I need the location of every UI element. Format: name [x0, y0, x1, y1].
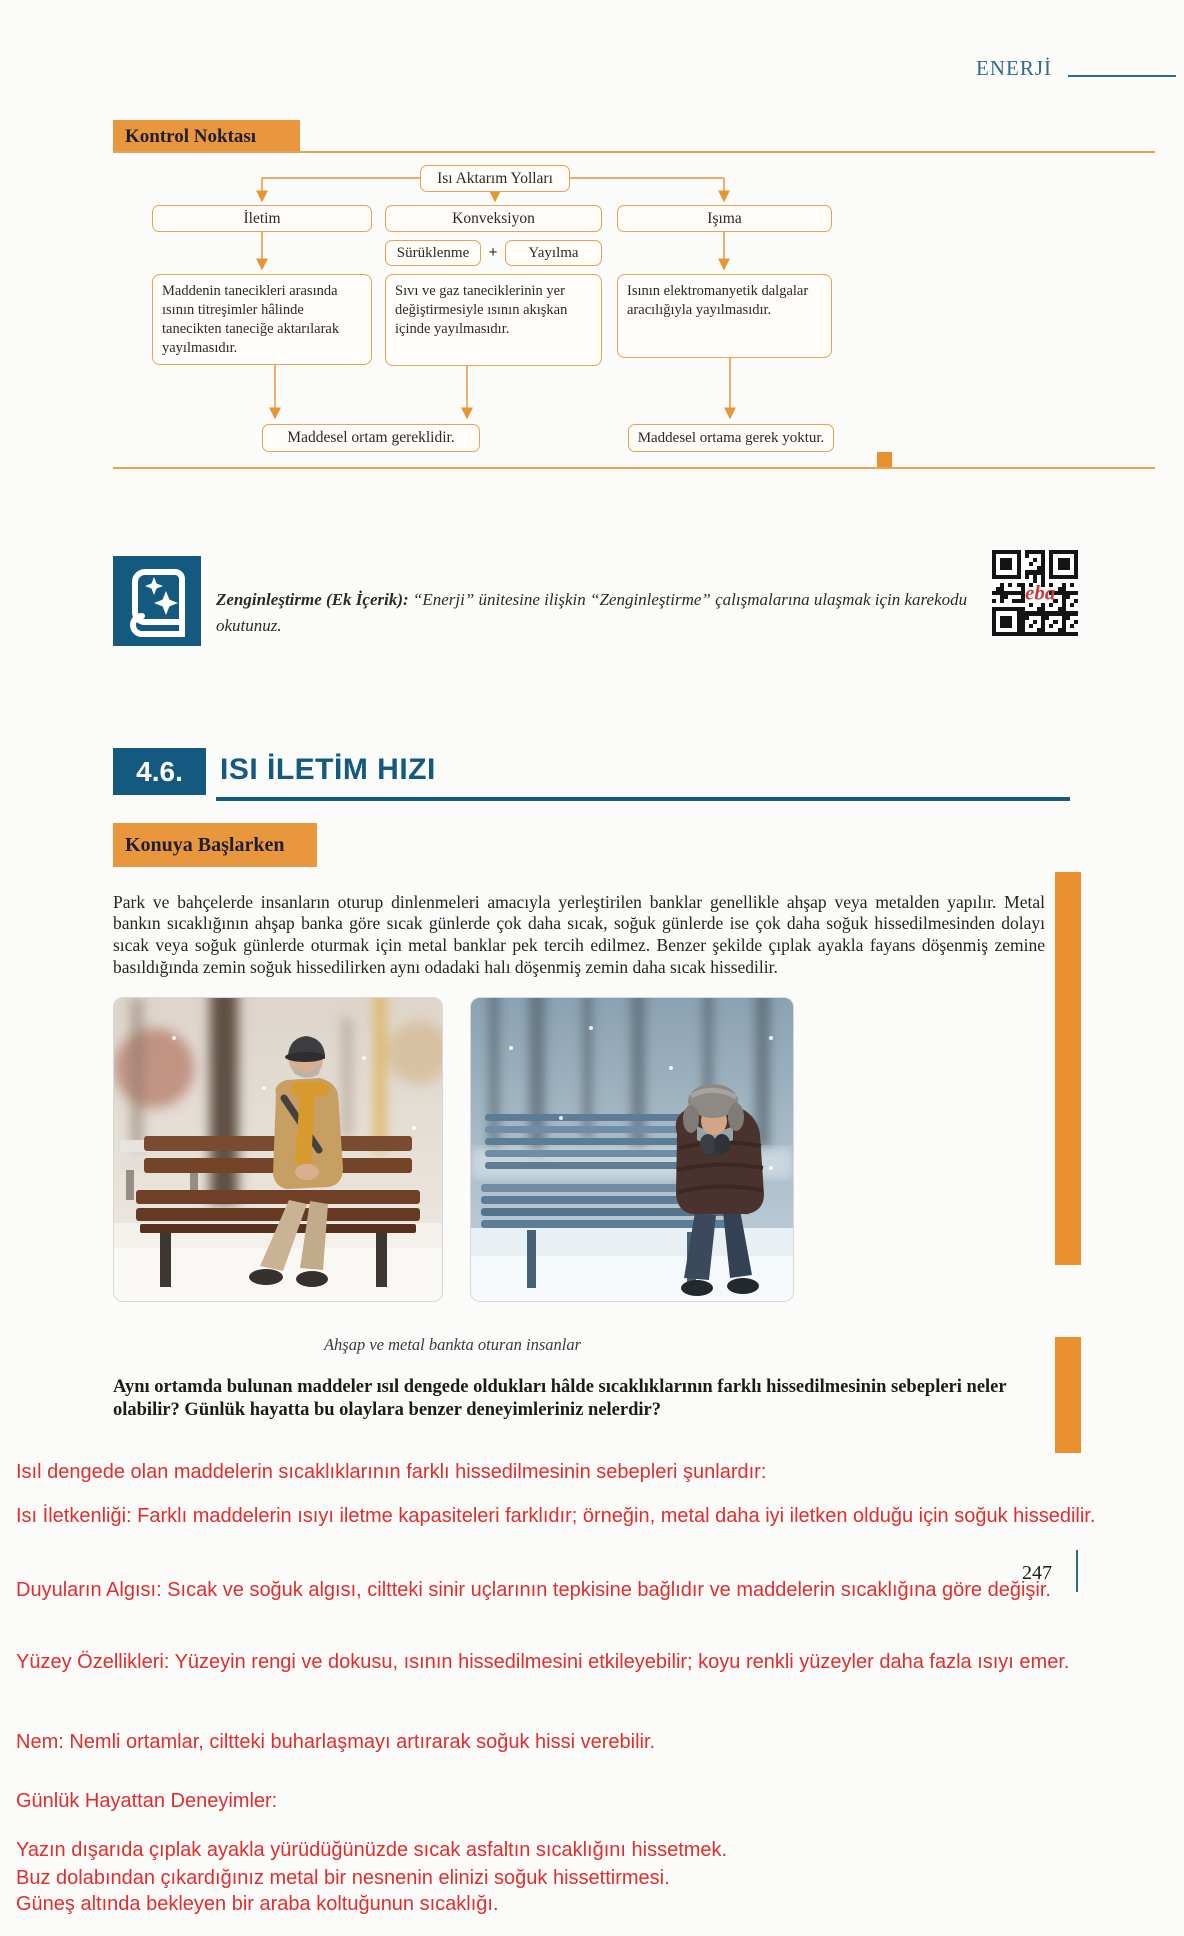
flowchart-plus-sign: + — [488, 244, 498, 261]
page-number: 247 — [1022, 1562, 1052, 1584]
orange-square-marker — [877, 452, 892, 467]
chapter-header-label: ENERJİ — [976, 56, 1052, 80]
enrichment-book-icon — [113, 556, 201, 646]
answer-line-buzdolabi: Buz dolabından çıkardığınız metal bir nesnenin elinizi soğuk hissettirmesi. — [16, 1867, 670, 1889]
page-number-rule — [1076, 1550, 1078, 1592]
photo-metal-bench-illustration — [471, 998, 793, 1301]
flowchart-desc-isima: Isının elektromanyetik dalgalar aracılığıyla yayılmasıdır. — [617, 274, 832, 358]
flowchart-branch-iletim: İletim — [152, 205, 372, 232]
answer-line-iletkenlik: Isı İletkenliği: Farklı maddelerin ısıyı iletme kapasiteleri farklıdır; örneğin, metal daha iyi iletken olduğu için soğuk hissedilir. — [16, 1505, 1096, 1527]
flowchart-branch-isima: Işıma — [617, 205, 832, 232]
enrichment-text: “Enerji” ünitesine ilişkin “Zenginleştirme” çalışmalarına ulaşmak için karekodu okutunuz. — [216, 590, 968, 636]
flowchart-branch-konveksiyon: Konveksiyon — [385, 205, 602, 232]
flowchart-desc-konveksiyon: Sıvı ve gaz taneciklerinin yer değiştirmesiyle ısının akışkan içinde yayılmasıdır. — [385, 274, 602, 366]
photo-caption: Ahşap ve metal bankta oturan insanlar — [323, 1334, 582, 1354]
intro-paragraph: Park ve bahçelerde insanların oturup dinlenmeleri amacıyla yerleştirilen banklar genellikle ahşap veya metalden yapılır. Metal bankın sıcaklığının ahşap banka göre sıcak günlerde çok daha sıcak, soğuk günlerde ise çok daha soğuk hissedilmesinden dolayı sıcak veya soğuk günlerde oturmak için metal banklar pek tercih edilmez. Benzer şekilde çıplak ayakla fayans döşenmiş zemine basıldığında zemin soğuk hissedilirken aynı odadaki halı döşenmiş zemin daha sıcak hissedilir. — [113, 891, 1045, 977]
margin-bar-bottom — [1055, 1337, 1081, 1453]
flowchart-divider — [113, 467, 1155, 469]
flowchart-desc-iletim: Maddenin tanecikleri arasında ısının titreşimler hâlinde tanecikten taneciğe aktarılarak yayılmasıdır. — [152, 274, 372, 365]
kontrol-rule — [113, 151, 1155, 153]
flowchart-requirement-left: Maddesel ortam gereklidir. — [262, 424, 480, 452]
photo-wooden-bench-illustration — [114, 998, 442, 1301]
answer-line-yuzey: Yüzey Özellikleri: Yüzeyin rengi ve dokusu, ısının hissedilmesini etkileyebilir; koyu renkli yüzeyler daha fazla ısıyı emer. — [16, 1651, 1070, 1673]
kontrol-noktasi-heading: Kontrol Noktası — [113, 120, 300, 153]
margin-bar-top — [1055, 872, 1081, 1265]
qr-code — [992, 550, 1078, 636]
intro-question: Aynı ortamda bulunan maddeler ısıl dengede oldukları hâlde sıcaklıklarının farklı hissedilmesinin sebepleri neler olabilir? Günlük hayatta bu olaylara benzer deneyimleriniz nelerdir? — [113, 1376, 1007, 1420]
qr-eba-logo: eba — [1024, 580, 1056, 605]
answer-line-asfalt: Yazın dışarıda çıplak ayakla yürüdüğünüzde sıcak asfaltın sıcaklığını hissetmek. — [16, 1839, 728, 1861]
section-title: ISI İLETİM HIZI — [220, 753, 436, 786]
flowchart-requirement-right: Maddesel ortama gerek yoktur. — [628, 424, 834, 452]
flowchart-sub-yayilma: Yayılma — [505, 240, 602, 266]
answer-line-araba: Güneş altında bekleyen bir araba koltuğunun sıcaklığı. — [16, 1893, 499, 1915]
section-number-badge: 4.6. — [113, 748, 206, 795]
answer-line-intro: Isıl dengede olan maddelerin sıcaklıklarının farklı hissedilmesinin sebepleri şunlardır: — [16, 1461, 767, 1483]
enrichment-label: Zenginleştirme (Ek İçerik): — [216, 590, 409, 609]
enrichment-note — [216, 587, 978, 640]
chapter-header — [940, 56, 1052, 81]
section-title-rule — [216, 797, 1070, 801]
answer-line-deneyimler-baslik: Günlük Hayattan Deneyimler: — [16, 1790, 278, 1812]
flowchart-sub-suruklenme: Sürüklenme — [385, 240, 481, 266]
konuya-baslarken-heading: Konuya Başlarken — [113, 823, 317, 867]
photo-metal-bench — [470, 997, 794, 1302]
header-rule — [1068, 75, 1176, 77]
answer-line-nem: Nem: Nemli ortamlar, ciltteki buharlaşmayı artırarak soğuk hissi verebilir. — [16, 1731, 656, 1753]
flowchart-root-box: Isı Aktarım Yolları — [420, 165, 570, 192]
photo-wooden-bench — [113, 997, 443, 1302]
answer-line-duyular: Duyuların Algısı: Sıcak ve soğuk algısı, ciltteki sinir uçlarının tepkisine bağlıdır ve maddelerin sıcaklığına göre değişir. — [16, 1579, 1051, 1601]
